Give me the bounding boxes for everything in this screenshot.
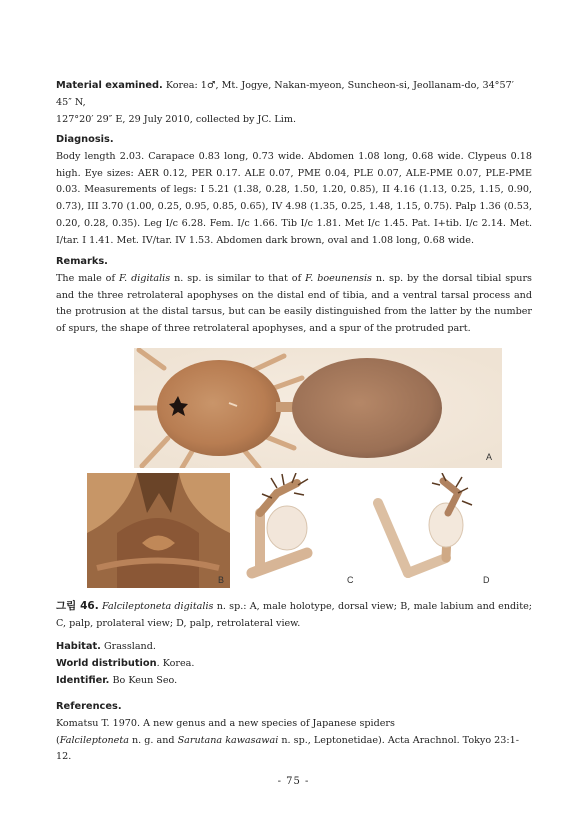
- caption-text: n. sp.: A, male holotype, dorsal view; B, male labium and endite; C, palp, prolateral view; D, palp, retrolateral view.: [56, 601, 532, 629]
- remarks-text: [56, 271, 532, 338]
- habitat-section: [56, 639, 532, 689]
- identifier-text: Bo Keun Seo.: [109, 674, 178, 686]
- references-section: [56, 699, 532, 766]
- material-examined-text-1: Korea: 1♂, Mt. Jogye, Nakan-myeon, Suncheon-si, Jeollanam-do, 34°57′ 45″ N,: [56, 80, 514, 108]
- habitat-text: Grassland.: [100, 641, 156, 652]
- identifier-label: Identifier.: [56, 674, 110, 686]
- world-distribution-label: World distribution: [56, 657, 157, 669]
- panel-label-a: A: [485, 452, 492, 462]
- material-examined-label: Material examined.: [56, 80, 163, 91]
- figure-panel-d: [368, 473, 503, 588]
- genus-name: Falcileptoneta: [59, 734, 129, 746]
- panel-label-c: C: [347, 575, 354, 585]
- palp-retrolateral-image: [368, 473, 503, 588]
- diagnosis-section: [56, 132, 532, 250]
- figure-panel-b: [87, 473, 230, 588]
- references-label: References.: [56, 701, 122, 712]
- figure-panel-a: [134, 348, 502, 468]
- species-name: Sarutana kawasawai: [177, 734, 279, 746]
- caption-species: Falcileptoneta digitalis: [101, 601, 214, 612]
- palp-prolateral-image: [232, 473, 367, 588]
- species-name: F. boeunensis: [305, 272, 372, 284]
- reference-text-part: (: [56, 734, 60, 746]
- remarks-text-part: The male of: [56, 272, 119, 284]
- material-examined: [56, 78, 532, 128]
- remarks-label: Remarks.: [56, 256, 108, 267]
- species-name: F. digitalis: [118, 272, 171, 284]
- remarks-section: [56, 254, 532, 338]
- habitat-label: Habitat.: [56, 641, 101, 652]
- material-examined-text-2: 127°20′ 29″ E, 29 July 2010, collected by JC. Lim.: [56, 113, 297, 125]
- page-number: - 75 -: [277, 776, 310, 787]
- figure-caption: [56, 598, 532, 633]
- world-distribution-text: . Korea.: [156, 657, 195, 669]
- remarks-text-part: n. sp. is similar to that of: [170, 272, 306, 284]
- caption-label: 그림 46.: [56, 600, 99, 612]
- spider-dorsal-view: [134, 348, 502, 468]
- figure-panel-c: [232, 473, 367, 588]
- reference-line-1: Komatsu T. 1970. A new genus and a new species of Japanese spiders: [56, 717, 395, 729]
- panel-label-b: B: [217, 575, 224, 585]
- reference-text-part: n. g. and: [128, 734, 178, 746]
- reference-text-part: n. sp., Leptonetidae). Acta Arachnol. Tokyo 23:1-12.: [56, 734, 519, 763]
- panel-label-d: D: [483, 575, 490, 585]
- remarks-text-part: n. sp. by the dorsal tibial spurs and the three retrolateral apophyses on the distal end of tibia, and a ventral tarsal process and the protrusion at the distal tarsus, but can be easily distinguished from the latter by the number of spurs, the shape of three retrolateral apophyses, and a spur of the protruded part.: [56, 272, 532, 335]
- diagnosis-label: Diagnosis.: [56, 134, 114, 145]
- diagnosis-text: Body length 2.03. Carapace 0.83 long, 0.73 wide. Abdomen 1.08 long, 0.68 wide. Clypeus 0.18 high. Eye sizes: AER 0.12, PER 0.17. ALE 0.07, PME 0.04, PLE 0.07, ALE-PME 0.07, PLE-PME 0.03. Measurements of legs: I 5.21 (1.38, 0.28, 1.50, 1.20, 0.85), II 4.16 (1.13, 0.25, 1.15, 0.90, 0.73), III 3.70 (1.00, 0.25, 0.95, 0.85, 0.65), IV 4.98 (1.35, 0.25, 1.48, 1.15, 0.75). Palp 1.36 (0.53, 0.20, 0.28, 0.35). Leg I/c 6.28. Fem. I/c 1.66. Tib I/c 1.81. Met I/c 1.45. Pat. I+tib. I/c 2.14. Met. I/tar. I 1.41. Met. IV/tar. IV 1.53. Abdomen dark brown, oval and 1.08 long, 0.68 wide.: [56, 150, 532, 246]
- reference-line-2: [56, 733, 532, 767]
- labium-endite-image: [87, 473, 230, 588]
